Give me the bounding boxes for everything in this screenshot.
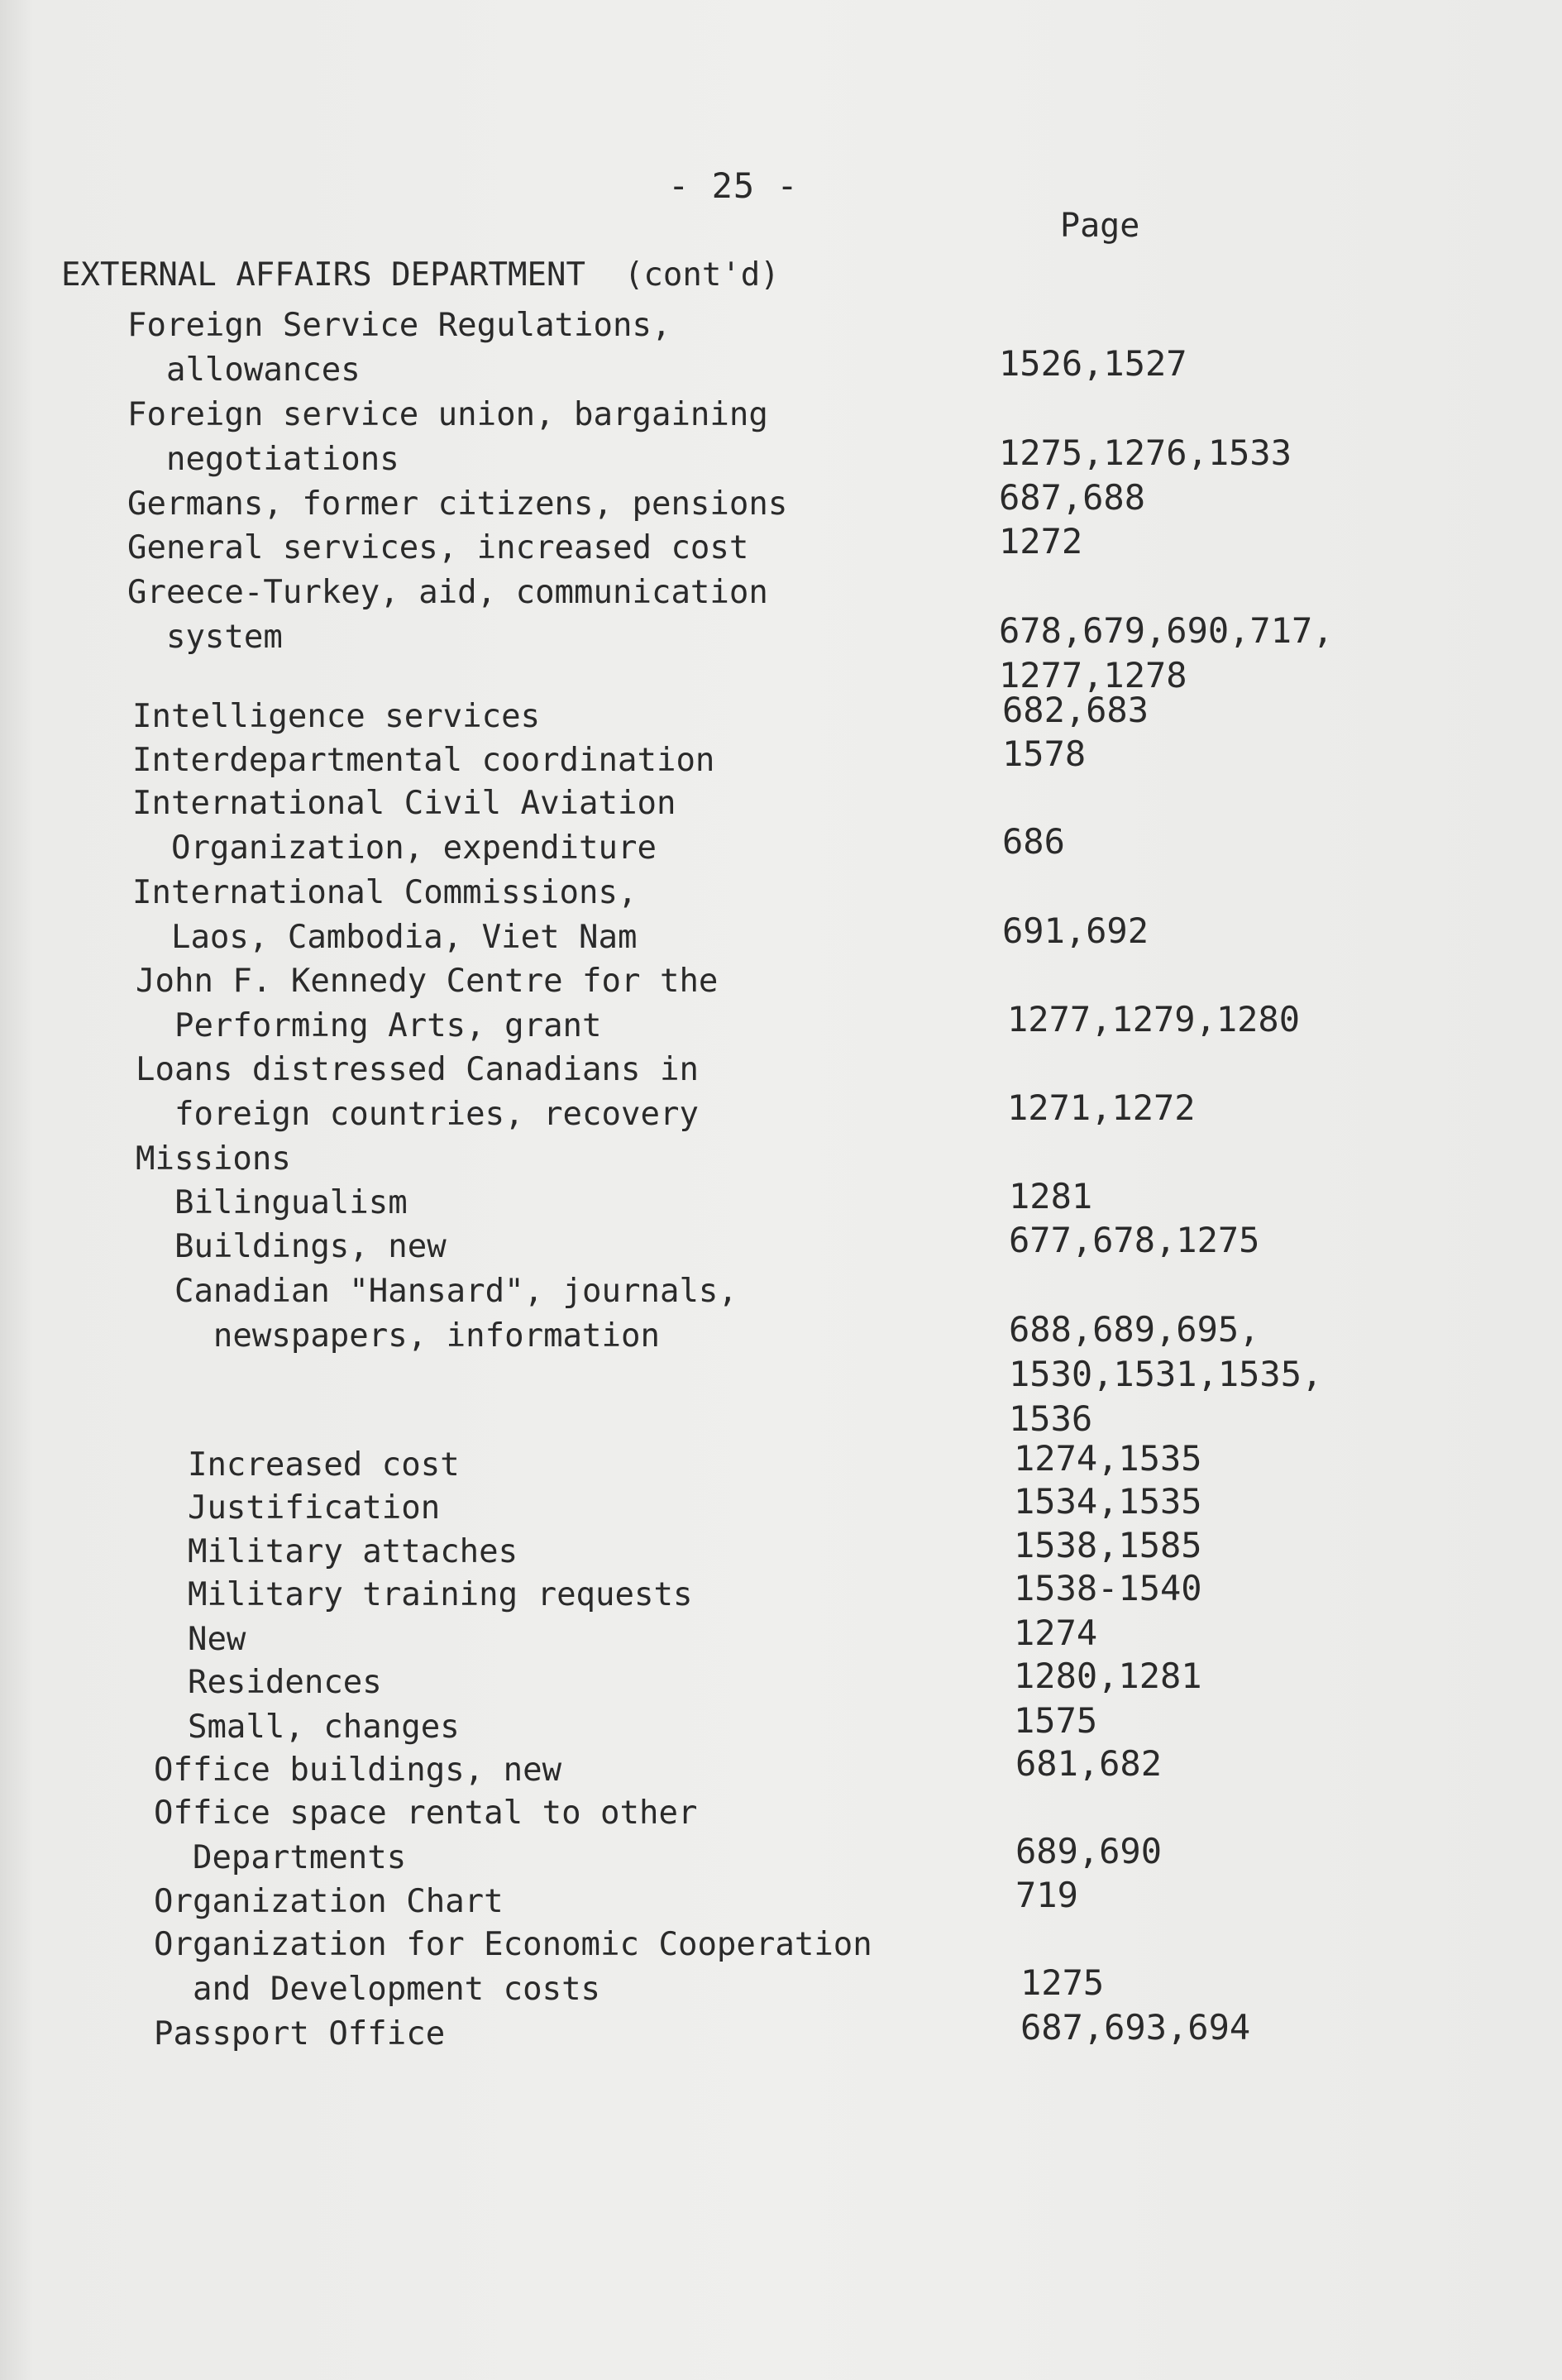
section-heading: EXTERNAL AFFAIRS DEPARTMENT (cont'd) (61, 256, 780, 294)
index-entry-text: Foreign Service Regulations, allowances (127, 307, 671, 389)
index-entry-pages: 1274,1535 (1014, 1438, 1202, 1479)
index-entry-pages: 691,692 (1002, 910, 1149, 951)
index-entry-pages: 1272 (999, 521, 1083, 562)
index-entry-pages: 1271,1272 (1007, 1087, 1196, 1128)
index-entry-pages: 681,682 (1015, 1743, 1163, 1784)
index-entry-text: Justification (149, 1489, 441, 1527)
index-entry-pages: 1274 (1014, 1613, 1098, 1653)
index-entry-pages: 1578 (1002, 734, 1087, 774)
index-entry-text: Passport Office (154, 2015, 446, 2053)
index-entry-text: New (149, 1621, 246, 1658)
index-entry-pages: 1281 (1009, 1176, 1093, 1216)
index-entry-text: Bilingualism (136, 1184, 408, 1221)
index-entry-text: Increased cost (149, 1446, 460, 1484)
index-entry-text: Germans, former citizens, pensions (127, 485, 788, 523)
index-entry-text: Loans distressed Canadians in foreign countries, recovery (136, 1051, 699, 1133)
index-entry-pages: 1526,1527 (999, 343, 1187, 384)
index-entry-text: Greece-Turkey, aid, communication system (127, 574, 768, 656)
index-entry-text: Military training requests (149, 1576, 693, 1613)
index-entry-text: International Commissions, Laos, Cambodia, Viet Nam (132, 874, 638, 956)
index-entry-text: Foreign service union, bargaining negotiations (127, 396, 768, 478)
index-entry-text: Buildings, new (136, 1228, 447, 1265)
index-entry-pages: 1280,1281 (1014, 1656, 1202, 1696)
index-entry-text: Missions (136, 1140, 291, 1178)
index-entry-pages: 1575 (1014, 1700, 1098, 1741)
index-entry-pages: 689,690 (1015, 1831, 1163, 1871)
index-entry-pages: 1275,1276,1533 (999, 433, 1292, 473)
page-number: - 25 - (668, 165, 799, 206)
index-entry-pages: 678,679,690,717, 1277,1278 (999, 610, 1334, 695)
index-entry-text: Interdepartmental coordination (132, 742, 715, 779)
index-entry-text: Office buildings, new (154, 1752, 562, 1789)
index-entry-pages: 1534,1535 (1014, 1481, 1202, 1522)
page-column-header: Page (1060, 207, 1140, 245)
index-entry-text: Canadian "Hansard", journals, newspapers, information (174, 1273, 738, 1355)
index-entry-text: Small, changes (149, 1709, 460, 1746)
index-entry-pages: 688,689,695, 1530,1531,1535, 1536 (1009, 1309, 1323, 1439)
index-entry-text: International Civil Aviation Organization, expenditure (132, 785, 676, 867)
index-entry-pages: 1277,1279,1280 (1007, 999, 1301, 1039)
index-entry-pages: 677,678,1275 (1009, 1220, 1260, 1260)
index-entry-pages: 1538-1540 (1014, 1568, 1202, 1608)
index-entry-pages: 687,688 (999, 477, 1146, 518)
index-entry-pages: 686 (1002, 821, 1065, 862)
index-entry-pages: 1538,1585 (1014, 1525, 1202, 1565)
index-entry-text: Organization Chart (154, 1883, 504, 1920)
index-entry-text: Military attaches (149, 1533, 518, 1570)
index-entry-text: John F. Kennedy Centre for the Performing Arts, grant (136, 963, 719, 1044)
index-entry-pages: 682,683 (1002, 690, 1149, 730)
index-entry-text: Residences (149, 1664, 382, 1701)
index-entry-text: Intelligence services (132, 698, 541, 735)
index-entry-pages: 1275 (1020, 1962, 1105, 2003)
index-entry-text: General services, increased cost (127, 529, 749, 566)
index-entry-pages: 687,693,694 (1020, 2007, 1251, 2048)
index-entry-pages: 719 (1015, 1875, 1078, 1915)
index-entry-text: Office space rental to other Departments (154, 1795, 698, 1876)
index-entry-text: Organization for Economic Cooperation and Development costs (154, 1926, 872, 2008)
